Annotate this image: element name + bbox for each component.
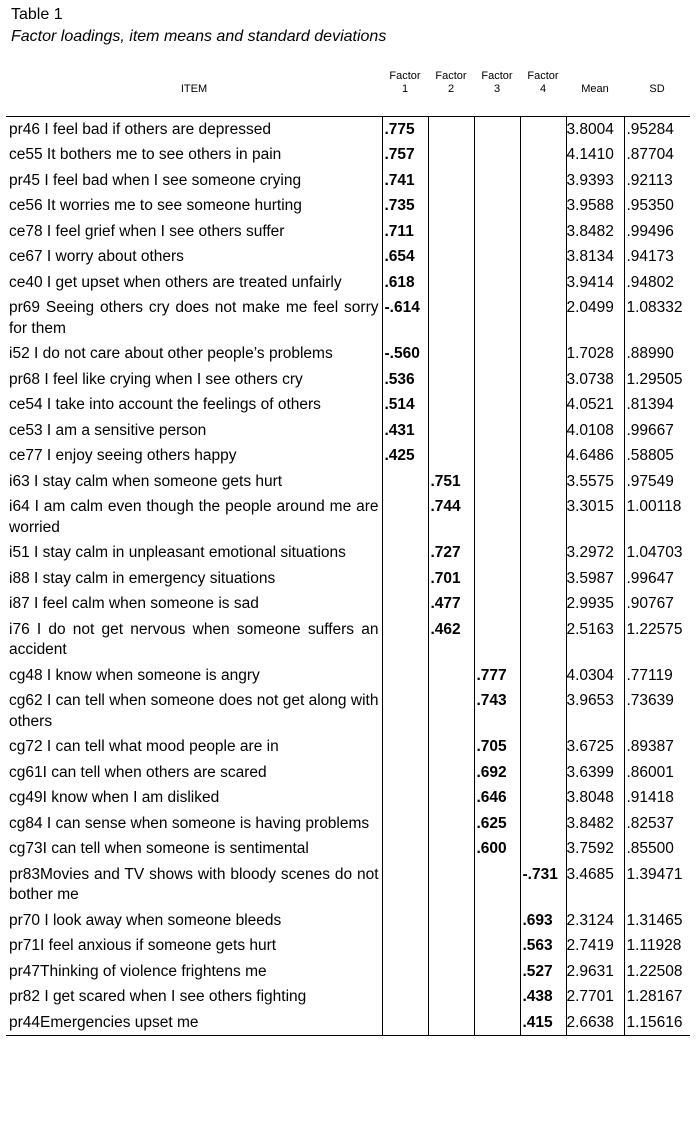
item-sd: .81394 bbox=[626, 396, 674, 413]
item-mean: 2.0499 bbox=[566, 295, 624, 341]
table-row bbox=[6, 785, 690, 811]
item-mean: 4.0304 bbox=[566, 663, 624, 689]
table-row bbox=[6, 392, 690, 418]
table-body bbox=[6, 116, 690, 1036]
item-mean: 3.0738 bbox=[566, 367, 624, 393]
factor-1-loading: .757 bbox=[382, 142, 428, 168]
item-mean: 3.9588 bbox=[566, 193, 624, 219]
factor-2-loading bbox=[428, 760, 474, 786]
item-mean: 3.9653 bbox=[566, 688, 624, 734]
factor-3-loading: .692 bbox=[474, 760, 520, 786]
table-row bbox=[6, 219, 690, 245]
factor-3-loading bbox=[474, 295, 520, 341]
item-sd: 1.04703 bbox=[626, 544, 683, 561]
factor-4-loading bbox=[520, 392, 566, 418]
item-mean: 4.0521 bbox=[566, 392, 624, 418]
table-row bbox=[6, 591, 690, 617]
header-factor-1-label: Factor 1 bbox=[389, 70, 421, 95]
item-cell: cg49I know when I am disliked bbox=[6, 785, 382, 811]
factor-2-loading bbox=[428, 392, 474, 418]
factor-3-loading bbox=[474, 270, 520, 296]
factor-4-loading bbox=[520, 663, 566, 689]
factor-1-loading bbox=[382, 760, 428, 786]
factor-4-loading bbox=[520, 760, 566, 786]
header-factor-4 bbox=[520, 64, 566, 116]
item-sd: .82537 bbox=[626, 814, 674, 832]
factor-1-loading bbox=[382, 540, 428, 566]
factor-3-loading bbox=[474, 341, 520, 367]
factor-3-loading bbox=[474, 540, 520, 566]
table-row bbox=[6, 760, 690, 786]
factor-1-loading bbox=[382, 862, 428, 908]
item-cell: i51 I stay calm in unpleasant emotional situations bbox=[6, 540, 382, 566]
factor-2-loading bbox=[428, 295, 474, 341]
item-cell: cg72 I can tell what mood people are in bbox=[6, 734, 382, 760]
table-row bbox=[6, 688, 690, 734]
item-mean: 1.7028 bbox=[566, 341, 624, 367]
table-row bbox=[6, 862, 690, 908]
item-mean: 2.3124 bbox=[566, 908, 624, 934]
item-cell: pr44Emergencies upset me bbox=[6, 1010, 382, 1036]
item-mean: 2.9935 bbox=[566, 591, 624, 617]
factor-3-loading bbox=[474, 959, 520, 985]
item-cell: cg48 I know when someone is angry bbox=[6, 663, 382, 689]
item-mean: 2.7701 bbox=[566, 984, 624, 1010]
item-sd: .58805 bbox=[626, 447, 674, 464]
item-mean: 3.9414 bbox=[566, 270, 624, 296]
factor-1-loading: -.614 bbox=[382, 295, 428, 341]
item-cell: ce55 It bothers me to see others in pain bbox=[6, 142, 382, 168]
item-sd: .73639 bbox=[626, 692, 674, 709]
factor-4-loading bbox=[520, 836, 566, 862]
table-row bbox=[6, 168, 690, 194]
item-cell: ce77 I enjoy seeing others happy bbox=[6, 443, 382, 469]
factor-2-loading bbox=[428, 836, 474, 862]
table-row bbox=[6, 933, 690, 959]
item-mean: 3.6725 bbox=[566, 734, 624, 760]
factor-4-loading bbox=[520, 617, 566, 663]
item-mean: 3.6399 bbox=[566, 760, 624, 786]
table-row bbox=[6, 836, 690, 862]
table-row bbox=[6, 540, 690, 566]
item-cell: cg61I can tell when others are scared bbox=[6, 760, 382, 786]
item-sd: .99647 bbox=[626, 569, 674, 587]
table-row bbox=[6, 734, 690, 760]
table-row bbox=[6, 295, 690, 341]
factor-2-loading bbox=[428, 811, 474, 837]
factor-3-loading bbox=[474, 168, 520, 194]
table-row bbox=[6, 494, 690, 540]
factor-2-loading bbox=[428, 984, 474, 1010]
item-cell: ce56 It worries me to see someone hurting bbox=[6, 193, 382, 219]
factor-3-loading: .705 bbox=[474, 734, 520, 760]
factor-2-loading bbox=[428, 244, 474, 270]
item-mean: 3.2972 bbox=[566, 540, 624, 566]
factor-1-loading bbox=[382, 494, 428, 540]
item-sd: .92113 bbox=[626, 171, 673, 189]
factor-2-loading bbox=[428, 168, 474, 194]
header-factor-3-label: Factor 3 bbox=[481, 70, 513, 95]
table-row bbox=[6, 142, 690, 168]
factor-1-loading bbox=[382, 734, 428, 760]
factor-1-loading: .711 bbox=[382, 219, 428, 245]
factor-4-loading bbox=[520, 469, 566, 495]
factor-1-loading: .618 bbox=[382, 270, 428, 296]
factor-2-loading bbox=[428, 1010, 474, 1036]
header-factor-3 bbox=[474, 64, 520, 116]
factor-4-loading: .527 bbox=[520, 959, 566, 985]
factor-2-loading bbox=[428, 734, 474, 760]
factor-4-loading bbox=[520, 494, 566, 540]
factor-1-loading: .514 bbox=[382, 392, 428, 418]
item-mean: 3.8482 bbox=[566, 219, 624, 245]
header-sd: SD bbox=[624, 64, 690, 116]
factor-4-loading bbox=[520, 734, 566, 760]
header-item: ITEM bbox=[6, 64, 382, 116]
item-cell: ce53 I am a sensitive person bbox=[6, 418, 382, 444]
factor-3-loading: .777 bbox=[474, 663, 520, 689]
item-sd: .89387 bbox=[626, 738, 674, 755]
factor-3-loading bbox=[474, 1010, 520, 1036]
factor-2-loading bbox=[428, 908, 474, 934]
item-cell: pr82 I get scared when I see others fighting bbox=[6, 984, 382, 1010]
factor-2-loading: .751 bbox=[428, 469, 474, 495]
item-mean: 3.3015 bbox=[566, 494, 624, 540]
factor-1-loading: -.560 bbox=[382, 341, 428, 367]
factor-1-loading bbox=[382, 933, 428, 959]
factor-3-loading bbox=[474, 392, 520, 418]
factor-3-loading bbox=[474, 933, 520, 959]
item-cell: pr83Movies and TV shows with bloody scenes do not bother me bbox=[6, 862, 382, 908]
item-cell: ce67 I worry about others bbox=[6, 244, 382, 270]
factor-4-loading: .438 bbox=[520, 984, 566, 1010]
factor-3-loading bbox=[474, 469, 520, 495]
factor-4-loading bbox=[520, 168, 566, 194]
item-cell: pr68 I feel like crying when I see others cry bbox=[6, 367, 382, 393]
factor-4-loading bbox=[520, 142, 566, 168]
factor-2-loading bbox=[428, 341, 474, 367]
factor-3-loading: .625 bbox=[474, 811, 520, 837]
factor-4-loading: .693 bbox=[520, 908, 566, 934]
item-mean: 2.9631 bbox=[566, 959, 624, 985]
factor-4-loading: .563 bbox=[520, 933, 566, 959]
item-mean: 3.8482 bbox=[566, 811, 624, 837]
table-row bbox=[6, 443, 690, 469]
factor-1-loading: .654 bbox=[382, 244, 428, 270]
factor-4-loading bbox=[520, 811, 566, 837]
item-cell: ce40 I get upset when others are treated unfairly bbox=[6, 270, 382, 296]
item-sd: 1.15616 bbox=[624, 1010, 690, 1036]
item-sd: 1.22575 bbox=[626, 620, 683, 638]
table-row bbox=[6, 469, 690, 495]
factor-1-loading bbox=[382, 836, 428, 862]
item-sd: .95350 bbox=[626, 197, 674, 214]
factor-2-loading bbox=[428, 785, 474, 811]
item-sd: .99496 bbox=[626, 222, 674, 240]
factor-4-loading bbox=[520, 688, 566, 734]
item-sd: 1.39471 bbox=[626, 865, 683, 883]
factor-1-loading bbox=[382, 663, 428, 689]
item-mean: 2.6638 bbox=[566, 1010, 624, 1036]
item-mean: 3.4685 bbox=[566, 862, 624, 908]
item-cell: i88 I stay calm in emergency situations bbox=[6, 566, 382, 592]
factor-1-loading: .425 bbox=[382, 443, 428, 469]
factor-3-loading bbox=[474, 443, 520, 469]
item-mean: 4.1410 bbox=[566, 142, 624, 168]
factor-4-loading bbox=[520, 367, 566, 393]
header-factor-1 bbox=[382, 64, 428, 116]
factor-2-loading bbox=[428, 116, 474, 142]
factor-1-loading: .741 bbox=[382, 168, 428, 194]
factor-2-loading: .744 bbox=[428, 494, 474, 540]
factor-2-loading bbox=[428, 270, 474, 296]
factor-3-loading bbox=[474, 244, 520, 270]
factor-3-loading bbox=[474, 219, 520, 245]
item-sd: 1.00118 bbox=[626, 498, 682, 515]
item-sd: .97549 bbox=[626, 472, 674, 490]
item-cell: pr45 I feel bad when I see someone crying bbox=[6, 168, 382, 194]
factor-4-loading bbox=[520, 270, 566, 296]
factor-1-loading bbox=[382, 688, 428, 734]
table-title: Factor loadings, item means and standard deviations bbox=[11, 28, 387, 45]
table-row bbox=[6, 367, 690, 393]
factor-4-loading bbox=[520, 785, 566, 811]
table-row bbox=[6, 663, 690, 689]
item-mean: 3.8134 bbox=[566, 244, 624, 270]
factor-1-loading bbox=[382, 984, 428, 1010]
item-sd: .99667 bbox=[626, 421, 674, 439]
factor-1-loading bbox=[382, 566, 428, 592]
factor-3-loading bbox=[474, 418, 520, 444]
item-sd: .88990 bbox=[626, 345, 674, 362]
factor-1-loading bbox=[382, 591, 428, 617]
item-cell: i64 I am calm even though the people around me are worried bbox=[6, 494, 382, 540]
factor-3-loading: .600 bbox=[474, 836, 520, 862]
item-cell: i87 I feel calm when someone is sad bbox=[6, 591, 382, 617]
factor-loadings-table bbox=[6, 64, 690, 1036]
factor-1-loading: .735 bbox=[382, 193, 428, 219]
table-caption bbox=[11, 5, 386, 47]
item-mean: 3.5987 bbox=[566, 566, 624, 592]
item-mean: 2.5163 bbox=[566, 617, 624, 663]
header-factor-2-label: Factor 2 bbox=[435, 70, 467, 95]
factor-1-loading: .431 bbox=[382, 418, 428, 444]
factor-3-loading bbox=[474, 116, 520, 142]
factor-2-loading: .462 bbox=[428, 617, 474, 663]
factor-4-loading bbox=[520, 591, 566, 617]
item-cell: cg62 I can tell when someone does not get along with others bbox=[6, 688, 382, 734]
table-row bbox=[6, 341, 690, 367]
item-cell: i52 I do not care about other people’s problems bbox=[6, 341, 382, 367]
factor-4-loading bbox=[520, 418, 566, 444]
item-sd: 1.22508 bbox=[626, 962, 683, 980]
factor-2-loading bbox=[428, 862, 474, 908]
factor-2-loading: .727 bbox=[428, 540, 474, 566]
factor-4-loading bbox=[520, 341, 566, 367]
item-sd: .94802 bbox=[626, 273, 674, 291]
item-sd: .91418 bbox=[626, 789, 674, 806]
factor-3-loading bbox=[474, 193, 520, 219]
item-cell: pr69 Seeing others cry does not make me feel sorry for them bbox=[6, 295, 382, 341]
item-cell: pr71I feel anxious if someone gets hurt bbox=[6, 933, 382, 959]
factor-1-loading bbox=[382, 908, 428, 934]
item-mean: 3.8048 bbox=[566, 785, 624, 811]
factor-3-loading bbox=[474, 908, 520, 934]
table-row bbox=[6, 270, 690, 296]
factor-4-loading bbox=[520, 116, 566, 142]
item-cell: cg84 I can sense when someone is having problems bbox=[6, 811, 382, 837]
item-sd: 1.11928 bbox=[626, 937, 682, 954]
factor-3-loading bbox=[474, 566, 520, 592]
table-row bbox=[6, 959, 690, 985]
table-row bbox=[6, 418, 690, 444]
item-sd: .86001 bbox=[626, 763, 674, 781]
item-mean: 3.9393 bbox=[566, 168, 624, 194]
item-cell: pr47Thinking of violence frightens me bbox=[6, 959, 382, 985]
table-row bbox=[6, 244, 690, 270]
factor-2-loading: .701 bbox=[428, 566, 474, 592]
factor-1-loading: .775 bbox=[382, 116, 428, 142]
factor-4-loading: -.731 bbox=[520, 862, 566, 908]
factor-2-loading bbox=[428, 418, 474, 444]
factor-2-loading bbox=[428, 959, 474, 985]
factor-3-loading bbox=[474, 591, 520, 617]
item-cell: pr46 I feel bad if others are depressed bbox=[6, 116, 382, 142]
item-cell: pr70 I look away when someone bleeds bbox=[6, 908, 382, 934]
factor-2-loading bbox=[428, 367, 474, 393]
factor-3-loading bbox=[474, 142, 520, 168]
item-mean: 4.0108 bbox=[566, 418, 624, 444]
factor-2-loading bbox=[428, 142, 474, 168]
header-row bbox=[6, 64, 690, 116]
factor-4-loading bbox=[520, 193, 566, 219]
factor-1-loading bbox=[382, 785, 428, 811]
item-mean: 2.7419 bbox=[566, 933, 624, 959]
factor-3-loading bbox=[474, 617, 520, 663]
item-cell: ce54 I take into account the feelings of others bbox=[6, 392, 382, 418]
factor-1-loading bbox=[382, 469, 428, 495]
table-row bbox=[6, 116, 690, 142]
item-sd: .90767 bbox=[626, 595, 674, 612]
item-sd: .87704 bbox=[626, 146, 674, 163]
item-mean: 3.7592 bbox=[566, 836, 624, 862]
factor-2-loading bbox=[428, 219, 474, 245]
item-cell: i76 I do not get nervous when someone suffers an accident bbox=[6, 617, 382, 663]
factor-2-loading bbox=[428, 193, 474, 219]
item-mean: 3.8004 bbox=[566, 116, 624, 142]
factor-2-loading bbox=[428, 933, 474, 959]
item-sd: 1.29505 bbox=[626, 370, 683, 388]
factor-1-loading bbox=[382, 617, 428, 663]
factor-3-loading bbox=[474, 367, 520, 393]
table-row bbox=[6, 193, 690, 219]
factor-2-loading bbox=[428, 688, 474, 734]
table-row bbox=[6, 908, 690, 934]
factor-4-loading bbox=[520, 244, 566, 270]
factor-3-loading bbox=[474, 984, 520, 1010]
factor-4-loading bbox=[520, 443, 566, 469]
factor-4-loading bbox=[520, 219, 566, 245]
item-sd: 1.28167 bbox=[626, 988, 683, 1005]
item-sd: .85500 bbox=[626, 840, 674, 857]
factor-4-loading bbox=[520, 295, 566, 341]
table-row bbox=[6, 566, 690, 592]
item-sd: .94173 bbox=[626, 248, 674, 265]
factor-2-loading bbox=[428, 443, 474, 469]
item-sd: .95284 bbox=[626, 120, 674, 138]
item-mean: 3.5575 bbox=[566, 469, 624, 495]
factor-3-loading bbox=[474, 494, 520, 540]
table-number: Table 1 bbox=[11, 6, 63, 23]
table-row bbox=[6, 811, 690, 837]
factor-1-loading bbox=[382, 959, 428, 985]
factor-4-loading: .415 bbox=[520, 1010, 566, 1036]
table-row bbox=[6, 984, 690, 1010]
table-row bbox=[6, 1010, 690, 1036]
factor-4-loading bbox=[520, 540, 566, 566]
item-cell: ce78 I feel grief when I see others suffer bbox=[6, 219, 382, 245]
factor-2-loading bbox=[428, 663, 474, 689]
item-cell: cg73I can tell when someone is sentimental bbox=[6, 836, 382, 862]
table-row bbox=[6, 617, 690, 663]
factor-1-loading: .536 bbox=[382, 367, 428, 393]
factor-1-loading bbox=[382, 811, 428, 837]
item-sd: .77119 bbox=[626, 666, 673, 684]
item-mean: 4.6486 bbox=[566, 443, 624, 469]
factor-3-loading bbox=[474, 862, 520, 908]
header-mean: Mean bbox=[566, 64, 624, 116]
factor-1-loading bbox=[382, 1010, 428, 1036]
header-factor-4-label: Factor 4 bbox=[527, 70, 559, 95]
factor-3-loading: .743 bbox=[474, 688, 520, 734]
factor-3-loading: .646 bbox=[474, 785, 520, 811]
factor-4-loading bbox=[520, 566, 566, 592]
item-cell: i63 I stay calm when someone gets hurt bbox=[6, 469, 382, 495]
factor-2-loading: .477 bbox=[428, 591, 474, 617]
item-sd: 1.08332 bbox=[626, 299, 683, 316]
header-factor-2 bbox=[428, 64, 474, 116]
item-sd: 1.31465 bbox=[626, 911, 683, 929]
